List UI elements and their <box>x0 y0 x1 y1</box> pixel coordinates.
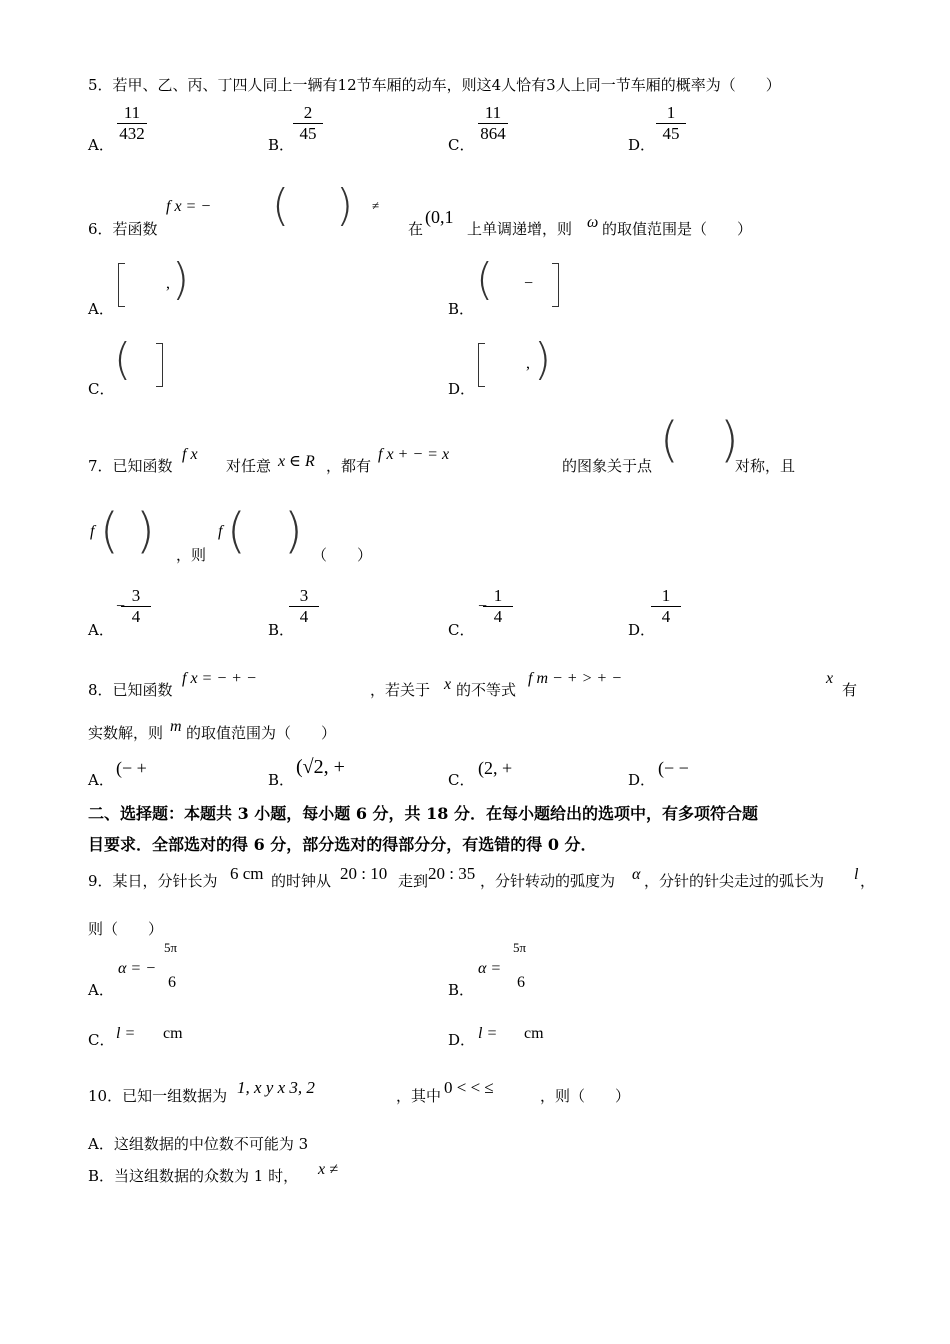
denominator: 45 <box>299 124 317 143</box>
q7-point-right-paren: ) <box>720 412 739 468</box>
q5-option-b-label: B． <box>268 136 295 154</box>
q5-option-c-fraction <box>473 103 513 144</box>
q6-option-a-label: A． <box>88 300 114 318</box>
denominator: 4 <box>493 607 503 626</box>
q6-option-c-right-bracket <box>156 343 163 387</box>
q6-option-b-right-bracket <box>552 263 559 307</box>
q9-option-d-unit: cm <box>524 1025 544 1042</box>
q9-time-start: 20 : 10 <box>340 864 388 883</box>
q10-part3: ，则（ ） <box>540 1087 631 1105</box>
q8-line2-suffix: 的取值范围为（ ） <box>186 724 337 742</box>
numerator: 1 <box>666 103 676 122</box>
q6-option-c-label: C． <box>88 380 115 398</box>
q9-option-a-expr: α = − <box>118 960 156 977</box>
q7-f1: f <box>90 523 95 540</box>
q7-x-in-r <box>278 451 315 471</box>
q6-option-d-label: D． <box>448 380 476 398</box>
q9-part4: ，分针转动的弧度为 <box>480 872 616 890</box>
q7-option-a-fraction <box>116 586 156 627</box>
q7-option-a-sign: − <box>116 598 126 615</box>
q8-stem-prefix: 8．已知函数 <box>88 681 173 699</box>
q5-option-d-fraction <box>651 103 691 144</box>
q5-option-c-label: C． <box>448 136 475 154</box>
section2-heading-line2: 目要求．全部选对的得 6 分，部分选对的得部分分，有选错的得 0 分． <box>88 835 597 854</box>
q7-option-c-label: C． <box>448 621 475 639</box>
q6-function: f x = − <box>166 198 212 215</box>
q9-option-a-label: A． <box>88 981 114 999</box>
q7-blank: （ ） <box>312 546 373 564</box>
denominator: 432 <box>119 124 145 143</box>
q5-stem: 5．若甲、乙、丙、丁四人同上一辆有12节车厢的动车，则这4人恰有3人上同一节车厢的概率为（ ） <box>88 76 781 94</box>
q6-option-d-right-paren: ) <box>534 334 552 385</box>
q8-option-d-label: D． <box>628 771 656 789</box>
q9-part3: 走到 <box>398 872 429 890</box>
q7-option-b-label: B． <box>268 621 295 639</box>
q7-point-left-paren: ( <box>660 412 679 468</box>
q9-part1: 9．某日，分针长为 <box>88 872 218 890</box>
q7-option-c-sign: − <box>478 598 488 615</box>
q9-part5: ，分针的针尖走过的弧长为 <box>644 872 825 890</box>
q9-then: 则（ ） <box>88 920 164 938</box>
q7-symmetry-end: 对称，且 <box>735 457 796 475</box>
q7-option-a-label: A． <box>88 621 114 639</box>
q8-option-a-label: A． <box>88 771 114 789</box>
q8-have: 有 <box>842 681 858 699</box>
denominator: 4 <box>131 607 141 626</box>
q6-interval: (0,1 <box>425 207 454 227</box>
q7-option-d-label: D． <box>628 621 656 639</box>
q9-alpha: α <box>632 866 641 883</box>
q8-inequality-text: 的不等式 <box>456 681 517 699</box>
q8-m: m <box>170 718 182 735</box>
q6-stem-prefix: 6．若函数 <box>88 220 158 238</box>
q8-option-c-label: C． <box>448 771 475 789</box>
q6-option-b-left-paren: ( <box>476 254 494 305</box>
q10-data: 1, x y x 3, 2 <box>237 1078 315 1097</box>
q9-option-b-expr: α = <box>478 960 502 977</box>
q6-neq: ≠ <box>372 198 380 213</box>
q8-x: x <box>444 676 452 693</box>
denominator: 45 <box>662 124 680 143</box>
q6-option-a-right-paren: ) <box>172 254 190 305</box>
q7-then: ，则 <box>176 546 207 564</box>
q7-option-d-fraction <box>646 586 686 627</box>
q10-part2: ，其中 <box>396 1087 442 1105</box>
numerator: 11 <box>484 103 502 122</box>
q7-stem-prefix: 7．已知函数 <box>88 457 173 475</box>
q8-about: ，若关于 <box>370 681 431 699</box>
q6-option-a-left-bracket <box>118 263 125 307</box>
denominator: 4 <box>299 607 309 626</box>
q6-option-d-left-bracket <box>478 343 485 387</box>
q9-option-d-expr: l = <box>478 1025 498 1042</box>
q7-symmetry-text: 的图象关于点 <box>562 457 653 475</box>
q7-have: ，都有 <box>326 457 372 475</box>
q7-option-c-fraction <box>478 586 518 627</box>
q5-option-a-fraction <box>112 103 152 144</box>
q6-stem-middle: 上单调递增，则 <box>467 220 573 238</box>
q7-f1-left-paren: ( <box>100 503 119 559</box>
q7-any: 对任意 <box>226 457 272 475</box>
q8-x2: x <box>826 670 834 687</box>
q8-option-b-label: B． <box>268 771 295 789</box>
q7-f1-right-paren: ) <box>136 503 155 559</box>
q9-option-b-label: B． <box>448 981 475 999</box>
q9-option-d-label: D． <box>448 1031 476 1049</box>
q10-part1: 10．已知一组数据为 <box>88 1087 228 1105</box>
numerator: 3 <box>131 586 141 605</box>
q5-option-a-label: A． <box>88 136 114 154</box>
q6-right-paren: ) <box>336 180 354 231</box>
q5-option-d-label: D． <box>628 136 656 154</box>
q8-inequality: f m − + > + − <box>528 670 622 687</box>
q7-x-in-r-text: x ∈ R <box>278 453 315 470</box>
q6-option-c-left-paren: ( <box>114 334 132 385</box>
q9-length: 6 cm <box>230 864 264 883</box>
q8-option-b-expr: (√2, + <box>296 756 345 778</box>
q10-option-b-prefix: B．当这组数据的众数为 1 时， <box>88 1167 299 1185</box>
q7-f2-left-paren: ( <box>227 503 246 559</box>
q10-option-a: A．这组数据的中位数不可能为 3 <box>88 1135 309 1153</box>
q7-equation: f x + − = x <box>378 446 450 463</box>
q8-line2-prefix: 实数解，则 <box>88 724 164 742</box>
q10-option-b-math: x ≠ <box>318 1161 338 1178</box>
q9-option-a-frac-top: 5π <box>164 940 178 955</box>
denominator: 4 <box>661 607 671 626</box>
q10-condition: 0 < < ≤ <box>444 1078 494 1097</box>
q5-option-b-fraction <box>288 103 328 144</box>
q9-option-b-frac-bottom: 6 <box>517 974 525 991</box>
q8-option-c-expr: (2, + <box>478 758 513 778</box>
numerator: 11 <box>123 103 141 122</box>
q6-option-b-inner: − <box>524 275 534 292</box>
q6-left-paren: ( <box>272 180 290 231</box>
denominator: 864 <box>480 124 506 143</box>
q6-in: 在 <box>408 220 424 238</box>
section2-heading-line1: 二、选择题：本题共 3 小题，每小题 6 分，共 18 分．在每小题给出的选项中，有多项符合题 <box>88 804 758 823</box>
q8-option-d-expr: (− − <box>658 758 689 778</box>
q6-option-a-inner: , <box>166 275 170 292</box>
q9-option-c-label: C． <box>88 1031 115 1049</box>
q7-option-b-fraction <box>284 586 324 627</box>
q9-time-end: 20 : 35 <box>428 864 476 883</box>
q7-f2: f <box>218 523 223 540</box>
q6-omega: ω <box>587 214 599 231</box>
q6-option-d-inner: , <box>526 355 530 372</box>
q8-option-a-expr: (− + <box>116 758 147 778</box>
q8-function: f x = − + − <box>182 670 257 687</box>
q6-option-b-label: B． <box>448 300 475 318</box>
q9-option-b-frac-top: 5π <box>513 940 527 955</box>
numerator: 2 <box>303 103 313 122</box>
numerator: 3 <box>299 586 309 605</box>
q9-l: l <box>854 866 859 883</box>
q9-part2: 的时钟从 <box>271 872 332 890</box>
numerator: 1 <box>493 586 503 605</box>
q7-fx: f x <box>182 446 198 463</box>
q9-option-c-unit: cm <box>163 1025 183 1042</box>
q6-stem-end: 的取值范围是（ ） <box>602 220 753 238</box>
q9-option-a-frac-bottom: 6 <box>168 974 176 991</box>
q7-f2-right-paren: ) <box>284 503 303 559</box>
q9-option-c-expr: l = <box>116 1025 136 1042</box>
q9-part6: ， <box>860 872 876 890</box>
numerator: 1 <box>661 586 671 605</box>
